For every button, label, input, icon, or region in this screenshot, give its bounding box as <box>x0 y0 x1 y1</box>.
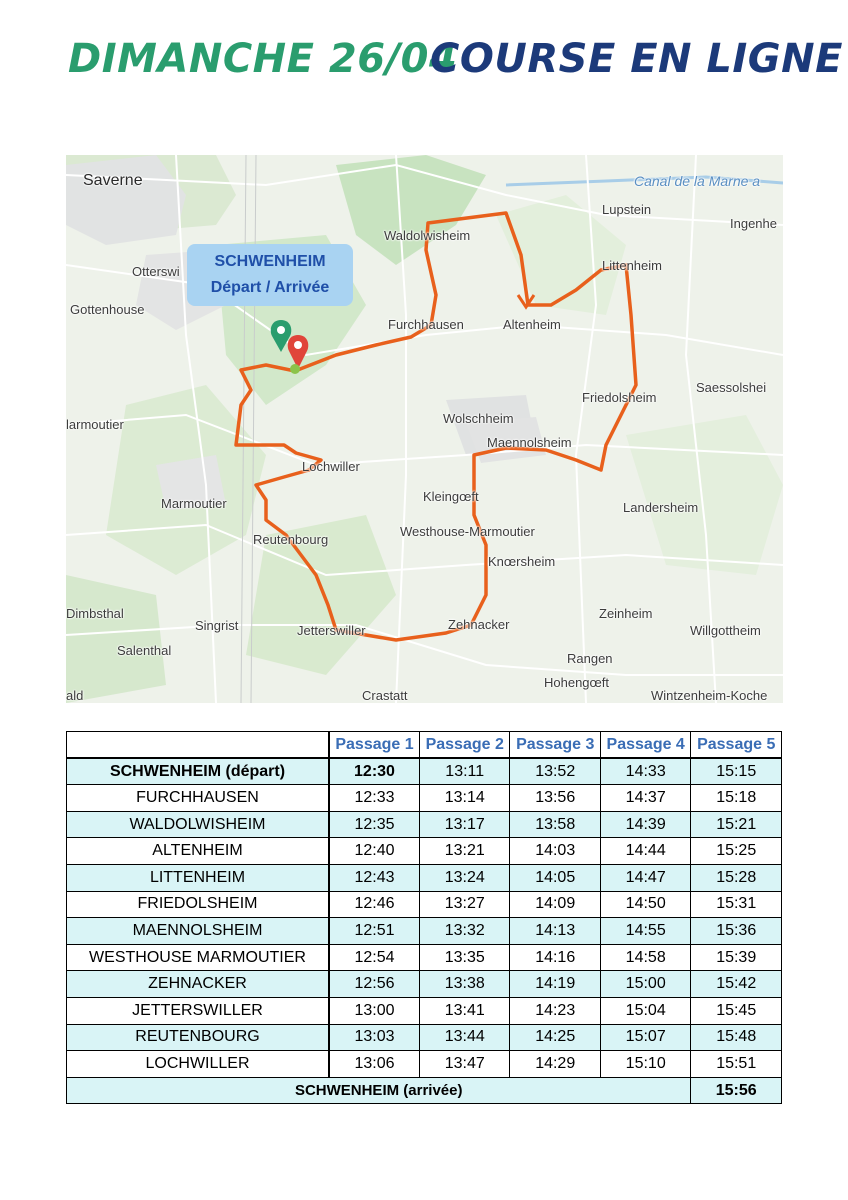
time-cell: 13:00 <box>329 997 419 1024</box>
place-littenheim: Littenheim <box>602 258 662 273</box>
place-lupstein: Lupstein <box>602 202 652 217</box>
time-cell: 14:23 <box>510 997 600 1024</box>
time-cell: 13:47 <box>419 1051 509 1078</box>
time-cell: 12:51 <box>329 918 419 945</box>
place-singrist: Singrist <box>195 618 239 633</box>
time-cell: 14:16 <box>510 944 600 971</box>
time-cell: 15:10 <box>600 1051 690 1078</box>
time-cell: 14:13 <box>510 918 600 945</box>
time-cell: 13:52 <box>510 758 600 785</box>
table-row <box>67 891 782 918</box>
time-cell: 13:44 <box>419 1024 509 1051</box>
time-cell: 13:03 <box>329 1024 419 1051</box>
time-cell: 14:58 <box>600 944 690 971</box>
time-cell: 14:05 <box>510 864 600 891</box>
time-cell: 13:38 <box>419 971 509 998</box>
table-header-row <box>67 732 782 759</box>
place-wintzenheim: Wintzenheim-Koche <box>651 688 768 703</box>
time-cell: 12:46 <box>329 891 419 918</box>
place-landersheim: Landersheim <box>623 500 699 515</box>
header-passage-4: Passage 4 <box>600 732 690 759</box>
race-title: COURSE EN LIGNE <box>430 36 843 82</box>
time-cell: 15:48 <box>691 1024 782 1051</box>
town-name: ALTENHEIM <box>67 838 330 865</box>
time-cell: 14:50 <box>600 891 690 918</box>
time-cell: 15:51 <box>691 1051 782 1078</box>
time-cell: 15:36 <box>691 918 782 945</box>
time-cell: 12:33 <box>329 785 419 812</box>
place-reutenbourg: Reutenbourg <box>253 532 329 547</box>
time-cell: 15:21 <box>691 811 782 838</box>
table-row <box>67 838 782 865</box>
time-cell: 14:44 <box>600 838 690 865</box>
header-passage-5: Passage 5 <box>691 732 782 759</box>
place-rangen: Rangen <box>567 651 613 666</box>
time-cell: 12:54 <box>329 944 419 971</box>
town-name: FURCHHAUSEN <box>67 785 330 812</box>
final-town-name: SCHWENHEIM (arrivée) <box>67 1077 691 1104</box>
table-row <box>67 944 782 971</box>
place-waldolwisheim: Waldolwisheim <box>384 228 471 243</box>
time-cell: 13:21 <box>419 838 509 865</box>
place-gottenhouse: Gottenhouse <box>70 302 145 317</box>
town-name: ZEHNACKER <box>67 971 330 998</box>
time-cell: 14:39 <box>600 811 690 838</box>
time-cell: 13:24 <box>419 864 509 891</box>
time-cell: 15:04 <box>600 997 690 1024</box>
place-zeinheim: Zeinheim <box>599 606 653 621</box>
place-saessolsheim: Saessolshei <box>696 380 767 395</box>
final-row <box>67 1077 782 1104</box>
time-cell: 15:25 <box>691 838 782 865</box>
time-cell: 14:37 <box>600 785 690 812</box>
place-crastatt: Crastatt <box>362 688 408 703</box>
time-cell: 13:11 <box>419 758 509 785</box>
place-knoersheim: Knœrsheim <box>488 554 556 569</box>
time-cell: 14:03 <box>510 838 600 865</box>
time-cell: 15:15 <box>691 758 782 785</box>
town-name: WALDOLWISHEIM <box>67 811 330 838</box>
time-cell: 13:41 <box>419 997 509 1024</box>
town-name: WESTHOUSE MARMOUTIER <box>67 944 330 971</box>
header-passage-2: Passage 2 <box>419 732 509 759</box>
place-wald: ald <box>66 688 84 703</box>
time-cell: 12:40 <box>329 838 419 865</box>
header-passage-3: Passage 3 <box>510 732 600 759</box>
place-kleingoeft: Kleingœft <box>423 489 479 504</box>
table-row <box>67 811 782 838</box>
time-cell: 15:18 <box>691 785 782 812</box>
start-finish-callout <box>187 244 353 306</box>
place-marmoutier-left: larmoutier <box>66 417 124 432</box>
time-cell: 12:56 <box>329 971 419 998</box>
final-time-cell: 15:56 <box>691 1077 782 1104</box>
place-furchhausen: Furchhausen <box>388 317 464 332</box>
table-row <box>67 785 782 812</box>
time-cell: 13:06 <box>329 1051 419 1078</box>
place-otterswiller: Otterswi <box>132 264 180 279</box>
place-lochwiller: Lochwiller <box>302 459 360 474</box>
time-cell: 12:30 <box>329 758 419 785</box>
time-cell: 12:43 <box>329 864 419 891</box>
table-row <box>67 918 782 945</box>
place-dimbsthal: Dimbsthal <box>66 606 124 621</box>
time-cell: 15:42 <box>691 971 782 998</box>
place-willgottheim: Willgottheim <box>690 623 761 638</box>
place-canal: Canal de la Marne a <box>634 173 761 189</box>
time-cell: 14:33 <box>600 758 690 785</box>
town-name: JETTERSWILLER <box>67 997 330 1024</box>
date-title: DIMANCHE 26/04 <box>68 36 458 82</box>
time-cell: 14:29 <box>510 1051 600 1078</box>
header-blank <box>67 732 330 759</box>
time-cell: 13:32 <box>419 918 509 945</box>
town-name: FRIEDOLSHEIM <box>67 891 330 918</box>
header-passage-1: Passage 1 <box>329 732 419 759</box>
town-name: SCHWENHEIM (départ) <box>67 758 330 785</box>
place-zehnacker: Zehnacker <box>448 617 510 632</box>
time-cell: 13:58 <box>510 811 600 838</box>
place-maennolsheim: Maennolsheim <box>487 435 572 450</box>
time-cell: 13:56 <box>510 785 600 812</box>
town-name: LITTENHEIM <box>67 864 330 891</box>
callout-label: Départ / Arrivée <box>210 279 330 296</box>
table-row <box>67 1024 782 1051</box>
place-saverne: Saverne <box>83 172 143 189</box>
table-row <box>67 758 782 785</box>
time-cell: 15:39 <box>691 944 782 971</box>
time-cell: 15:07 <box>600 1024 690 1051</box>
callout-town: SCHWENHEIM <box>214 253 326 270</box>
table-row <box>67 864 782 891</box>
place-altenheim: Altenheim <box>503 317 561 332</box>
time-cell: 15:00 <box>600 971 690 998</box>
time-cell: 13:17 <box>419 811 509 838</box>
route-map[interactable] <box>66 155 783 703</box>
place-hohengoeft: Hohengœft <box>544 675 610 690</box>
table-row <box>67 997 782 1024</box>
place-salenthal: Salenthal <box>117 643 172 658</box>
table-row <box>67 971 782 998</box>
place-marmoutier: Marmoutier <box>161 496 227 511</box>
place-ingenheim: Ingenhe <box>730 216 777 231</box>
time-cell: 14:55 <box>600 918 690 945</box>
time-cell: 14:09 <box>510 891 600 918</box>
time-cell: 15:31 <box>691 891 782 918</box>
place-friedolsheim: Friedolsheim <box>582 390 657 405</box>
time-cell: 14:25 <box>510 1024 600 1051</box>
town-name: MAENNOLSHEIM <box>67 918 330 945</box>
passage-schedule-table <box>66 731 782 1104</box>
table-row <box>67 1051 782 1078</box>
place-jetterswiller: Jetterswiller <box>297 623 366 638</box>
time-cell: 14:47 <box>600 864 690 891</box>
time-cell: 15:28 <box>691 864 782 891</box>
place-westhouse: Westhouse-Marmoutier <box>400 524 535 539</box>
town-name: REUTENBOURG <box>67 1024 330 1051</box>
time-cell: 14:19 <box>510 971 600 998</box>
time-cell: 12:35 <box>329 811 419 838</box>
time-cell: 15:45 <box>691 997 782 1024</box>
town-name: LOCHWILLER <box>67 1051 330 1078</box>
time-cell: 13:14 <box>419 785 509 812</box>
place-wolschheim: Wolschheim <box>443 411 514 426</box>
time-cell: 13:35 <box>419 944 509 971</box>
time-cell: 13:27 <box>419 891 509 918</box>
